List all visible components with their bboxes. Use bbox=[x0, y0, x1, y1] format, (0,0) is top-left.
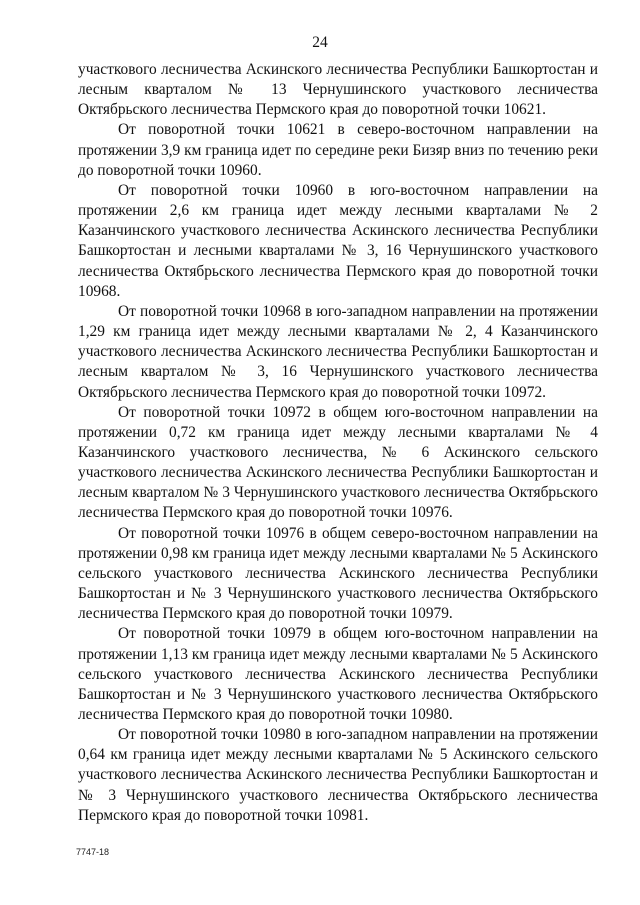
paragraph: От поворотной точки 10621 в северо-восточном направлении на протяжении 3,9 км граница идет по середине реки Бизяр вниз по течению реки до поворотной точки 10960. bbox=[78, 121, 598, 179]
page-number: 24 bbox=[312, 34, 328, 51]
paragraph-continuation: участкового лесничества Аскинского лесничества Республики Башкортостан и лесным кварталом № 13 Чернушинского участкового лесничества Октябрьского лесничества Пермского края до поворотной точки 10621. bbox=[78, 61, 598, 119]
paragraph: От поворотной точки 10979 в общем юго-восточном направлении на протяжении 1,13 км граница идет между лесными кварталами № 5 Аскинского сельского участкового лесничества Аскинского лесничества Республики Башкортостан и № 3 Чернушинского участкового лесничества Октябрьского лесничества Пермского края до поворотной точки 10980. bbox=[78, 625, 598, 723]
document-code: 7747-18 bbox=[76, 847, 110, 857]
paragraph: От поворотной точки 10972 в общем юго-восточном направлении на протяжении 0,72 км граница идет между лесными кварталами № 4 Казанчинского участкового лесничества, № 6 Аскинского сельского участкового лесничества Аскинского лесничества Республики Башкортостан и лесным кварталом № 3 Чернушинского участкового лесничества Октябрьского лесничества Пермского края до поворотной точки 10976. bbox=[78, 403, 598, 522]
paragraph: От поворотной точки 10968 в юго-западном направлении на протяжении 1,29 км граница идет между лесными кварталами № 2, 4 Казанчинского участкового лесничества Аскинского лесничества Республики Башкортостан и лесным кварталом № 3, 16 Чернушинского участкового лесничества Октябрьского лесничества Пермского края до поворотной точки 10972. bbox=[78, 302, 598, 401]
paragraph: От поворотной точки 10976 в общем северо-восточном направлении на протяжении 0,98 км граница идет между лесными кварталами № 5 Аскинского сельского участкового лесничества Аскинского лесничества Республики Башкортостан и № 3 Чернушинского участкового лесничества Октябрьского лесничества Пермского края до поворотной точки 10979. bbox=[78, 524, 598, 623]
document-body bbox=[78, 60, 598, 826]
paragraph: От поворотной точки 10960 в юго-восточном направлении на протяжении 2,6 км граница идет между лесными кварталами № 2 Казанчинского участкового лесничества Аскинского лесничества Республики Башкортостан и лесными кварталами № 3, 16 Чернушинского участкового лесничества Октябрьского лесничества Пермского края до поворотной точки 10968. bbox=[78, 181, 598, 300]
paragraph: От поворотной точки 10980 в юго-западном направлении на протяжении 0,64 км граница идет между лесными кварталами № 5 Аскинского сельского участкового лесничества Аскинского лесничества Республики Башкортостан и № 3 Чернушинского участкового лесничества Октябрьского лесничества Пермского края до поворотной точки 10981. bbox=[78, 726, 598, 824]
